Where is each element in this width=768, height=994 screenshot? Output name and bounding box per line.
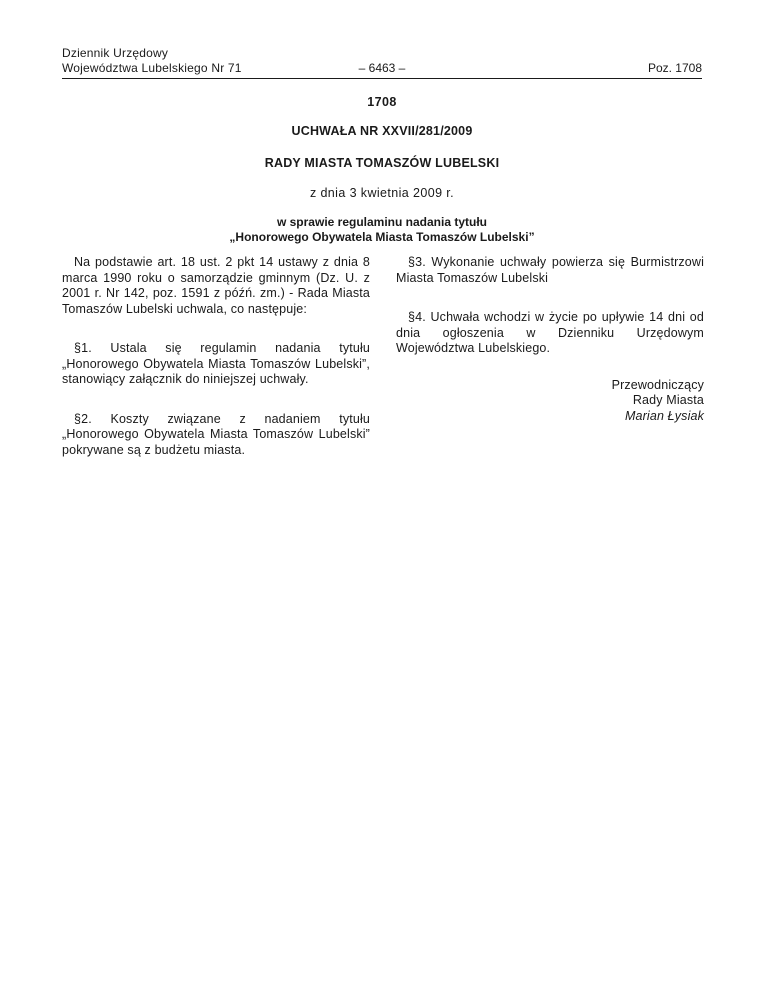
paragraph-4: §4. Uchwała wchodzi w życie po upływie 14 dni od dnia ogłoszenia w Dzienniku Urzędowym Województwa Lubelskiego. bbox=[396, 310, 704, 355]
signer-role: Przewodniczący bbox=[611, 377, 704, 392]
subject-line1: w sprawie regulaminu nadania tytułu bbox=[276, 215, 488, 229]
signature-block bbox=[396, 378, 704, 425]
resolution-date: z dnia 3 kwietnia 2009 r. bbox=[309, 186, 455, 200]
paragraph-1: §1. Ustala się regulamin nadania tytułu „Honorowego Obywatela Miasta Tomaszów Lubelski”, stanowiący załącznik do niniejszej uchwały. bbox=[62, 341, 370, 386]
position-number: Poz. 1708 bbox=[647, 61, 702, 75]
paragraph-2: §2. Koszty związane z nadaniem tytułu „Honorowego Obywatela Miasta Tomaszów Lubelski” pokrywane są z budżetu miasta. bbox=[62, 411, 370, 457]
journal-title-line1: Dziennik Urzędowy bbox=[62, 46, 169, 60]
signer-name: Marian Łysiak bbox=[624, 408, 704, 423]
issuer: RADY MIASTA TOMASZÓW LUBELSKI bbox=[264, 156, 500, 170]
signer-body: Rady Miasta bbox=[632, 393, 704, 407]
paragraph-3: §3. Wykonanie uchwały powierza się Burmistrzowi Miasta Tomaszów Lubelski bbox=[396, 255, 704, 285]
document-page bbox=[62, 44, 704, 457]
preamble: Na podstawie art. 18 ust. 2 pkt 14 ustawy z dnia 8 marca 1990 roku o samorządzie gminnym (Dz. U. z 2001 r. Nr 142, poz. 1591 z późń. zm.) - Rada Miasta Tomaszów Lubelski uchwala, co następuje: bbox=[62, 255, 370, 316]
title-block bbox=[62, 95, 702, 245]
subject-line2: „Honorowego Obywatela Miasta Tomaszów Lubelski” bbox=[229, 230, 535, 244]
left-column bbox=[62, 255, 370, 482]
resolution-title: UCHWAŁA NR XXVII/281/2009 bbox=[291, 124, 473, 138]
page-number: – 6463 – bbox=[358, 61, 406, 75]
right-column bbox=[396, 255, 704, 424]
document-number: 1708 bbox=[367, 95, 397, 109]
resolution-subject bbox=[62, 215, 702, 245]
running-header bbox=[62, 44, 702, 79]
journal-title-line2: Województwa Lubelskiego Nr 71 bbox=[62, 61, 242, 75]
